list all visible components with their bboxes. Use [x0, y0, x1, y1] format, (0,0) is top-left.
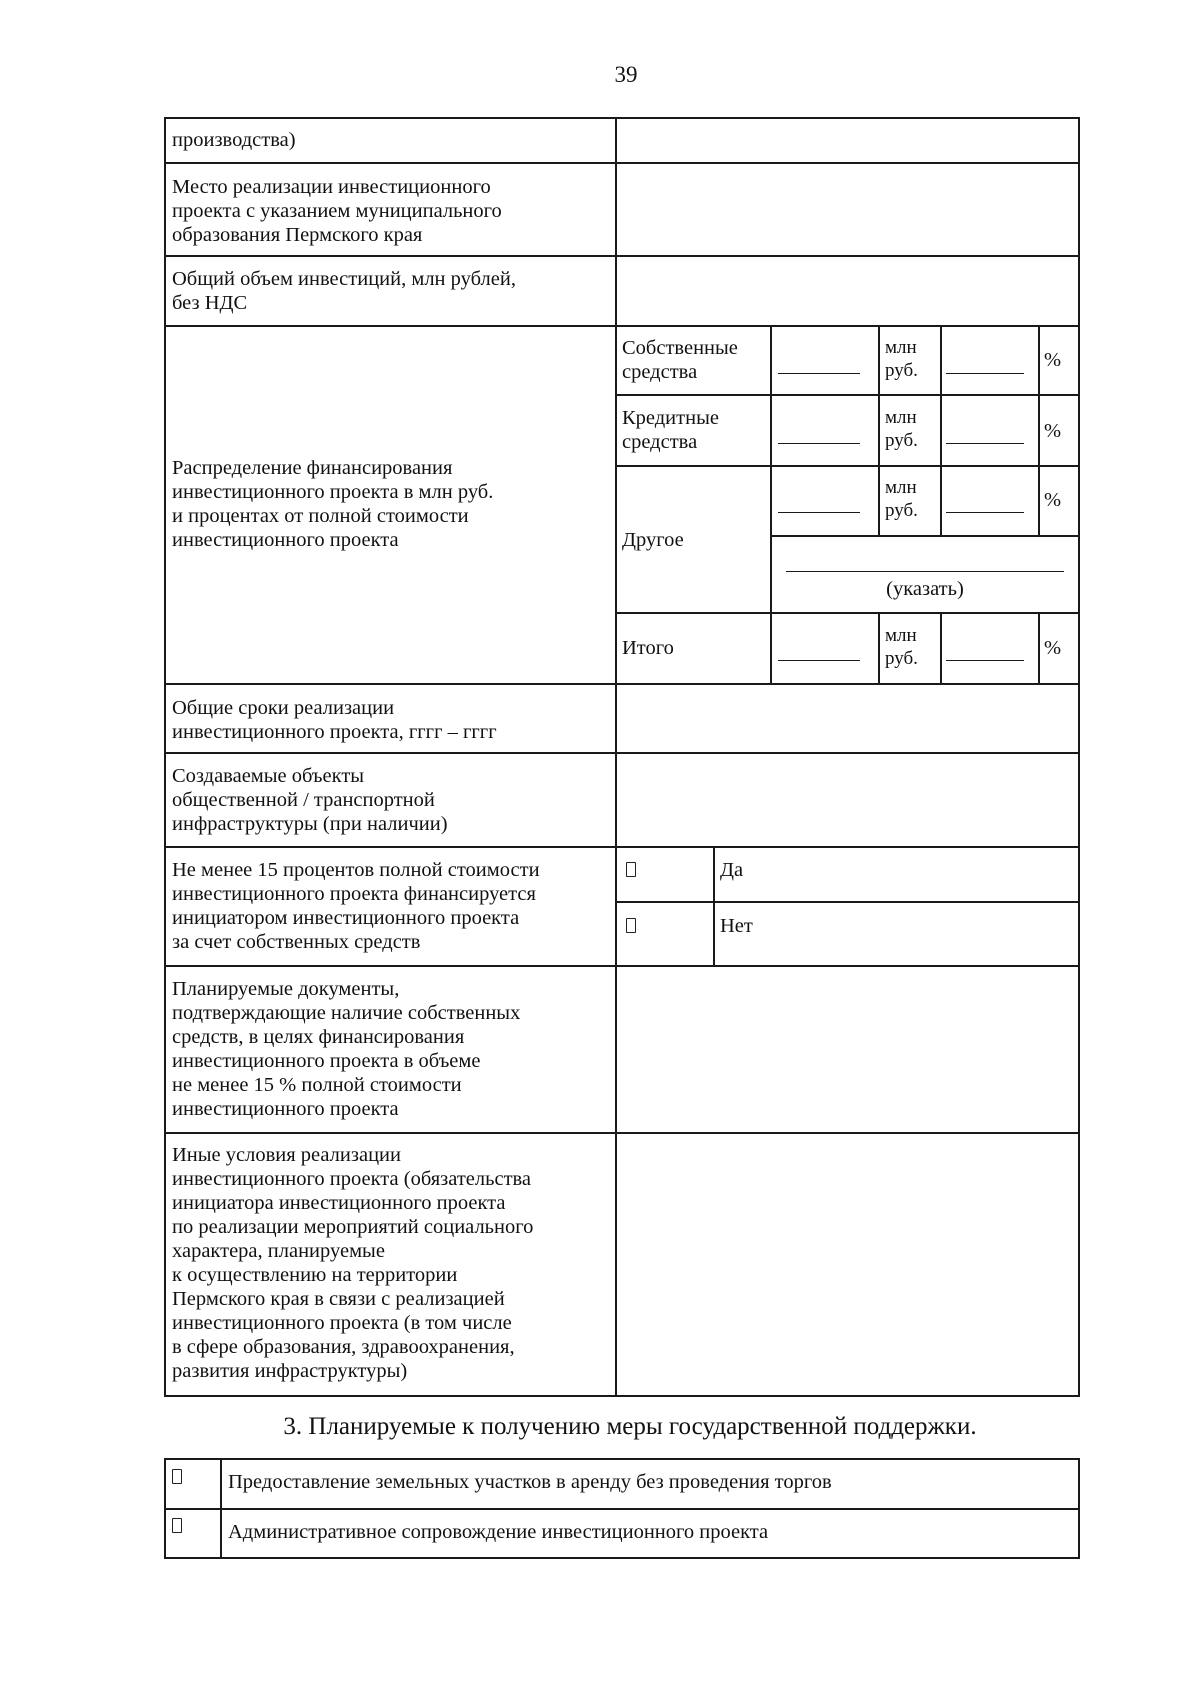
total-unit-line-2: руб.	[885, 648, 918, 669]
page-number: 39	[614, 62, 638, 87]
row-location-line-3: образования Пермского края	[172, 224, 423, 246]
source-credit-line-1: Кредитные	[622, 407, 719, 429]
other-unit-line-1: млн	[885, 477, 917, 498]
row-production-label: производства)	[172, 129, 296, 151]
section-3-title: 3. Планируемые к получению меры государственной поддержки.	[283, 1413, 977, 1440]
total-unit-line-1: млн	[885, 625, 917, 646]
source-credit-line-2: средства	[622, 431, 698, 453]
row-conditions-line-1: Иные условия реализации	[172, 1144, 401, 1166]
credit-unit-line-1: млн	[885, 407, 917, 428]
credit-percent-sign: %	[1044, 420, 1062, 442]
row-documents-line-6: инвестиционного проекта	[172, 1098, 399, 1120]
row-conditions-line-5: характера, планируемые	[172, 1240, 385, 1262]
row-documents-line-2: подтверждающие наличие собственных	[172, 1002, 521, 1024]
row-timeline-line-1: Общие сроки реализации	[172, 697, 395, 719]
row-conditions-line-3: инициатора инвестиционного проекта	[172, 1192, 506, 1214]
row-total-investment-line-2: без НДС	[172, 292, 248, 314]
row-documents-line-5: не менее 15 % полной стоимости	[172, 1074, 462, 1096]
row-conditions-line-6: к осуществлению на территории	[172, 1264, 458, 1286]
source-other-label: Другое	[622, 529, 684, 551]
row-location-line-2: проекта с указанием муниципального	[172, 200, 502, 222]
other-percent-sign: %	[1044, 489, 1062, 511]
row-conditions-line-7: Пермского края в связи с реализацией	[172, 1288, 505, 1310]
other-unit-line-2: руб.	[885, 500, 918, 521]
own-unit-line-2: руб.	[885, 360, 918, 381]
row-min15-line-4: за счет собственных средств	[172, 931, 421, 953]
row-location-line-1: Место реализации инвестиционного	[172, 176, 491, 198]
row-documents-line-1: Планируемые документы,	[172, 978, 400, 1000]
row-conditions-line-4: по реализации мероприятий социального	[172, 1216, 534, 1238]
row-conditions-line-9: в сфере образования, здравоохранения,	[172, 1336, 515, 1358]
admin-support-checkbox[interactable]	[172, 1518, 182, 1533]
row-distribution-line-3: и процентах от полной стоимости	[172, 505, 469, 527]
row-timeline-line-2: инвестиционного проекта, гггг – гггг	[172, 721, 497, 743]
specify-hint: (указать)	[886, 578, 964, 600]
row-documents-line-3: средств, в целях финансирования	[172, 1026, 465, 1048]
admin-support-label: Административное сопровождение инвестиционного проекта	[228, 1521, 769, 1543]
land-lease-label: Предоставление земельных участков в аренду без проведения торгов	[228, 1471, 832, 1493]
own-unit-line-1: млн	[885, 337, 917, 358]
no-label: Нет	[720, 915, 753, 937]
row-min15-line-2: инвестиционного проекта финансируется	[172, 883, 536, 905]
land-lease-checkbox[interactable]	[172, 1469, 182, 1484]
row-infrastructure-line-3: инфраструктуры (при наличии)	[172, 813, 448, 835]
row-total-investment-line-1: Общий объем инвестиций, млн рублей,	[172, 268, 516, 290]
row-documents-line-4: инвестиционного проекта в объеме	[172, 1050, 481, 1072]
row-distribution-line-1: Распределение финансирования	[172, 457, 453, 479]
source-total-label: Итого	[622, 637, 674, 659]
row-conditions-line-10: развития инфраструктуры)	[172, 1360, 408, 1382]
row-distribution-line-2: инвестиционного проекта в млн руб.	[172, 481, 494, 503]
source-own-line-1: Собственные	[622, 337, 738, 359]
row-conditions-line-2: инвестиционного проекта (обязательства	[172, 1168, 532, 1190]
row-infrastructure-line-1: Создаваемые объекты	[172, 765, 365, 787]
row-infrastructure-line-2: общественной / транспортной	[172, 789, 435, 811]
source-own-line-2: средства	[622, 361, 698, 383]
row-min15-line-3: инициатором инвестиционного проекта	[172, 907, 520, 929]
row-min15-line-1: Не менее 15 процентов полной стоимости	[172, 859, 540, 881]
total-percent-sign: %	[1044, 637, 1062, 659]
row-conditions-line-8: инвестиционного проекта (в том числе	[172, 1312, 512, 1334]
own-percent-sign: %	[1044, 349, 1062, 371]
yes-label: Да	[720, 859, 744, 881]
credit-unit-line-2: руб.	[885, 430, 918, 451]
row-distribution-line-4: инвестиционного проекта	[172, 529, 399, 551]
